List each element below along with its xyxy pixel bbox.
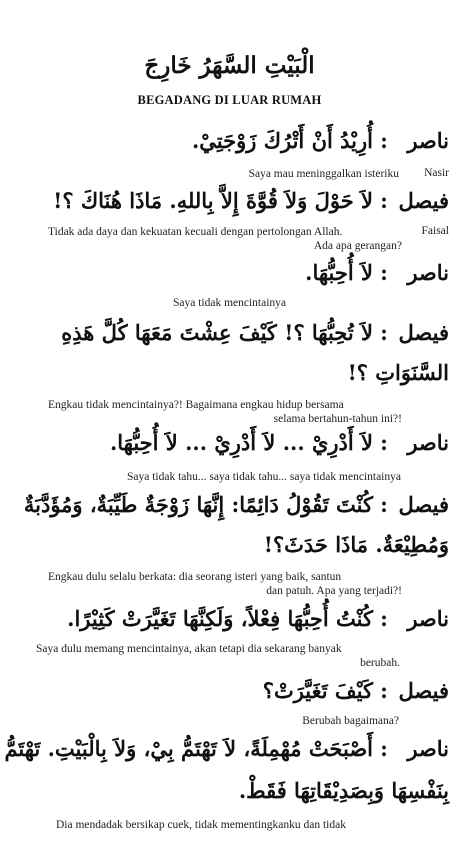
speaker-arabic: ناصر (407, 260, 449, 285)
dialogue-line-arabic: فيصل:كَيْفَ تَغَيَّرَتْ؟ (31, 668, 449, 714)
translation: Engkau dulu selalu berkata: dia seorang isteri yang baik, santun dan patuh. Apa yang terjadi?! (48, 571, 402, 597)
dialogue-line-arabic: ناصر:لاَ أَدْرِيْ ... لاَ أَدْرِيْ ... لاَ أُحِبُّهَا. (31, 420, 449, 466)
title-indonesian: BEGADANG DI LUAR RUMAH (137, 93, 322, 107)
translation: Saya dulu memang mencintainya, akan tetapi dia sekarang banyak berubah. (36, 643, 400, 669)
arabic-continuation: بِنَفْسِهَا وَبِصَدِيْقَاتِهَا فَقَطْ. (238, 778, 449, 803)
translation: Berubah bagaimana? (302, 715, 399, 727)
translation: Dia mendadak bersikap cuek, tidak mementingkanku dan tidak (56, 819, 346, 831)
speaker-arabic: ناصر (407, 736, 449, 761)
speaker-arabic: ناصر (407, 430, 449, 455)
arabic-text: لاَ أَدْرِيْ ... لاَ أَدْرِيْ ... لاَ أُحِبُّهَا. (109, 430, 373, 455)
dialogue-line-arabic: ناصر:لاَ أُحِبُّهَا. (31, 250, 449, 296)
arabic-text: لاَ أُحِبُّهَا. (305, 260, 373, 285)
speaker-arabic: فيصل (398, 492, 449, 517)
dialogue-line-arabic: فيصل:لاَ تُحِبُّهَا ؟! كَيْفَ عِشْتَ مَعَهَا كُلَّ هَذِهِ (31, 310, 449, 356)
translation: Saya mau meninggalkan isteriku (248, 168, 399, 180)
dialogue-line-arabic: ناصر:أُرِيْدُ أَنْ أَتْرُكَ زَوْجَتِيْ. (31, 118, 449, 164)
translation: Saya tidak mencintainya (172, 297, 287, 309)
arabic-text: لاَ تُحِبُّهَا ؟! كَيْفَ عِشْتَ مَعَهَا كُلَّ هَذِهِ (61, 320, 373, 345)
arabic-text: كُنْتُ أُحِبُّهَا فِعْلاً، وَلَكِنَّهَا تَغَيَّرَتْ كَثِيْرًا. (67, 606, 373, 631)
title-arabic: الْبَيْتِ السَّهَرُ خَارِجَ (144, 52, 315, 79)
translation: Tidak ada daya dan kekuatan kecuali dengan pertolongan Allah. Ada apa gerangan? (48, 226, 402, 252)
arabic-text: أُرِيْدُ أَنْ أَتْرُكَ زَوْجَتِيْ. (191, 128, 373, 153)
arabic-text: كُنْتَ تَقُوْلُ دَائِمًا: إِنَّهَا زَوْجَةٌ طَيِّبَةٌ، وَمُؤَدَّبَةٌ (23, 492, 373, 517)
speaker-latin: Nasir (424, 167, 449, 179)
speaker-arabic: ناصر (407, 128, 449, 153)
speaker-arabic: فيصل (398, 320, 449, 345)
arabic-text: كَيْفَ تَغَيَّرَتْ؟ (262, 678, 373, 703)
translation: Engkau tidak mencintainya?! Bagaimana engkau hidup bersama selama bertahun-tahun ini?! (48, 399, 402, 425)
arabic-continuation: وَمُطِيْعَةٌ. مَاذَا حَدَثَ؟! (263, 532, 449, 557)
dialogue-line-arabic: فيصل:لاَ حَوْلَ وَلاَ قُوَّةَ إِلاَّ بِاللهِ. مَاذَا هُنَاكَ ؟! (31, 178, 449, 224)
translation: Saya tidak tahu... saya tidak tahu... saya tidak mencintainya (126, 471, 401, 483)
dialogue-line-arabic: ناصر:كُنْتُ أُحِبُّهَا فِعْلاً، وَلَكِنَّهَا تَغَيَّرَتْ كَثِيْرًا. (31, 596, 449, 642)
arabic-text: لاَ حَوْلَ وَلاَ قُوَّةَ إِلاَّ بِاللهِ. مَاذَا هُنَاكَ ؟! (53, 188, 373, 213)
arabic-text: أَصْبَحَتْ مُهْمِلَةً، لاَ تَهْتَمُّ بِيْ، وَلاَ بِالْبَيْتِ. تَهْتَمُّ (4, 736, 373, 761)
dialogue-line-arabic: ناصر:أَصْبَحَتْ مُهْمِلَةً، لاَ تَهْتَمُّ بِيْ، وَلاَ بِالْبَيْتِ. تَهْتَمُّ (31, 726, 449, 772)
speaker-arabic: ناصر (407, 606, 449, 631)
speaker-arabic: فيصل (398, 188, 449, 213)
speaker-arabic: فيصل (398, 678, 449, 703)
speaker-latin: Faisal (421, 225, 449, 237)
arabic-continuation: السَّنَوَاتِ ؟! (347, 360, 449, 385)
dialogue-line-arabic: فيصل:كُنْتَ تَقُوْلُ دَائِمًا: إِنَّهَا زَوْجَةٌ طَيِّبَةٌ، وَمُؤَدَّبَةٌ (31, 482, 449, 528)
